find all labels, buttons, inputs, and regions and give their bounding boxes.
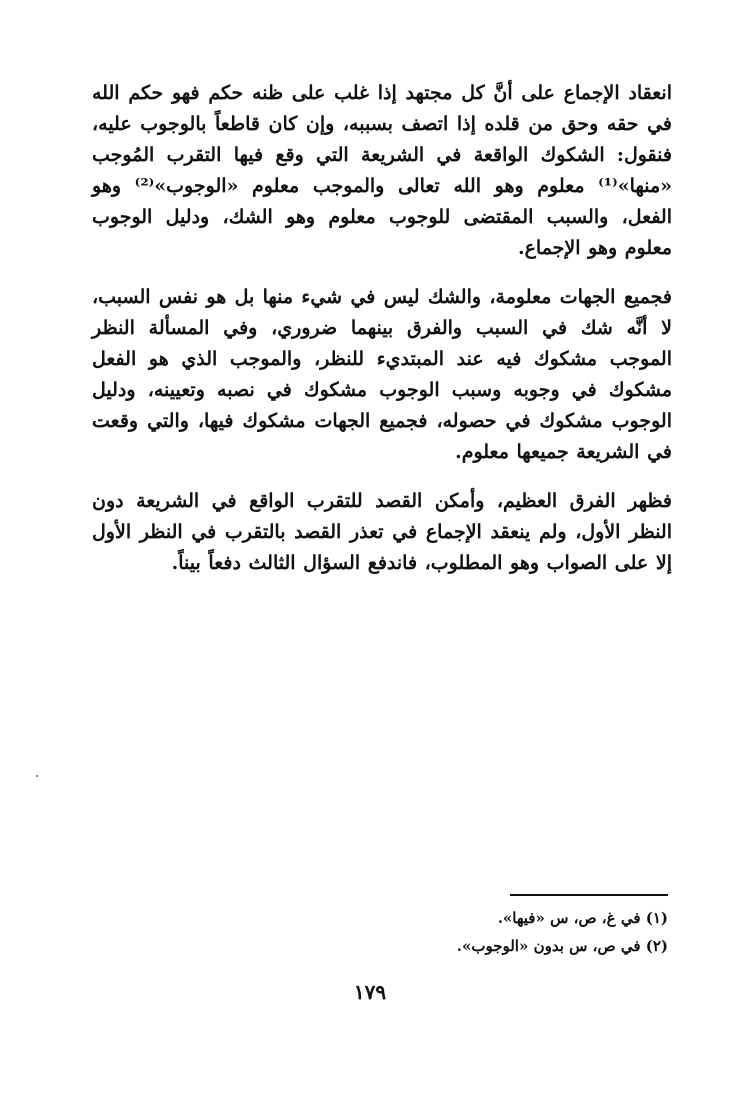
paragraph-2: فجميع الجهات معلومة، والشك ليس في شيء منها بل هو نفس السبب، لا أنَّه شك في السبب والفرق بينهما ضروري، وفي المسألة النظر الموجب مشكوك فيه عند المبتديء للنظر، والموجب الذي هو الفعل مشكوك في وجوبه وسبب الوجوب مشكوك في نصبه وتعيينه، ودليل الوجوب مشكوك في حصوله، فجميع الجهات مشكوك فيها، والتي وقعت في الشريعة جميعها معلوم. xyxy=(92,286,672,463)
scan-speck xyxy=(36,775,38,777)
footnote-separator xyxy=(510,894,668,896)
footnotes xyxy=(280,904,668,960)
footnote-1: (١) في غ، ص، س «فيها». xyxy=(497,909,668,927)
main-text-body xyxy=(92,78,672,579)
page-number: ١٧٩ xyxy=(353,980,387,1004)
paragraph-3: فظهر الفرق العظيم، وأمكن القصد للتقرب الواقع في الشريعة دون النظر الأول، ولم ينعقد الإجماع في تعذر القصد بالتقرب في النظر الأول إلا على الصواب وهو المطلوب، فاندفع السؤال الثالث دفعاً بيناً. xyxy=(92,490,672,574)
footnote-2: (٢) في ص، س بدون «الوجوب». xyxy=(456,937,668,955)
paragraph-1: انعقاد الإجماع على أنَّ كل مجتهد إذا غلب على ظنه حكم فهو حكم الله في حقه وحق من قلده إذا اتصف بسببه، وإن كان قاطعاً بالوجوب عليه، فنقول: الشكوك الواقعة في الشريعة التي وقع فيها التقرب المُوجب «منها»⁽¹⁾ معلوم وهو الله تعالى والموجب معلوم «الوجوب»⁽²⁾ وهو الفعل، والسبب المقتضى للوجوب معلوم وهو الشك، ودليل الوجوب معلوم وهو الإجماع. xyxy=(92,82,672,259)
